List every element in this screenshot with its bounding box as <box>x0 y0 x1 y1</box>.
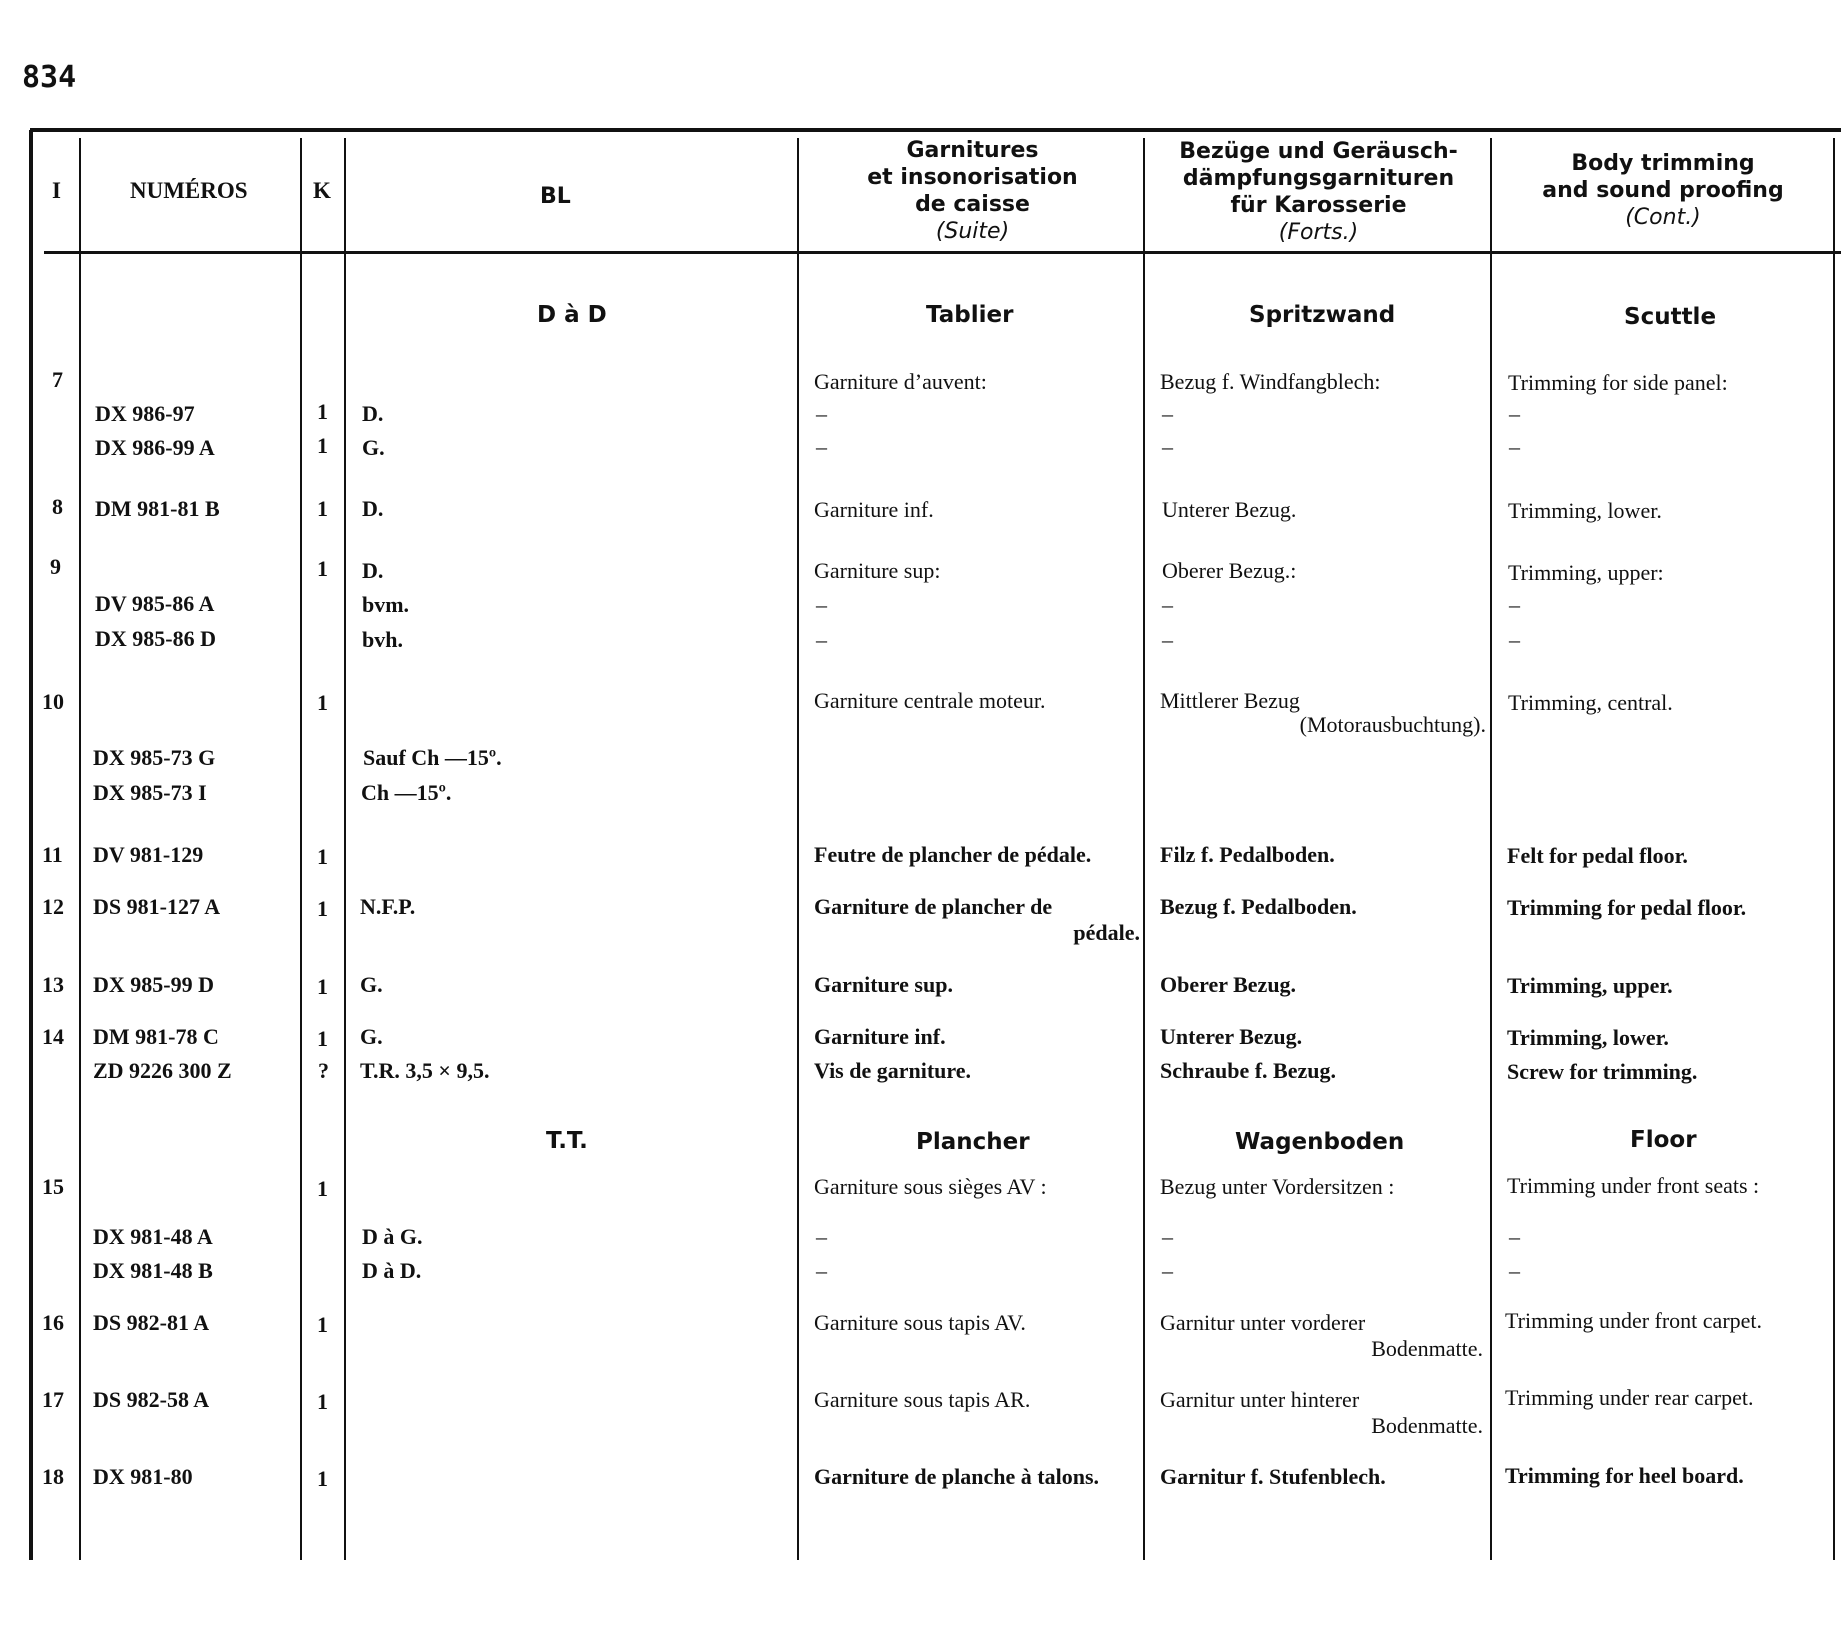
row-fr: Vis de garniture. <box>814 1058 972 1083</box>
section2-fr: Plancher <box>916 1129 1030 1155</box>
row-numeros: DX 985-99 D <box>93 972 214 997</box>
row-de: Bezug f. Pedalboden. <box>1160 894 1357 919</box>
row-en: Screw for trimming. <box>1507 1059 1698 1084</box>
row-bl: Ch —15º. <box>361 780 452 805</box>
row-de: Unterer Bezug. <box>1162 497 1297 522</box>
header-numeros: NUMÉROS <box>130 178 248 203</box>
row-fr: Garniture de plancher de <box>814 894 1053 919</box>
row-fr: Garniture sup: <box>814 558 941 583</box>
header-fr-line1: Garnitures <box>906 138 1039 163</box>
row-fr: Garniture sup. <box>814 972 953 997</box>
row-en: Trimming for pedal floor. <box>1507 895 1747 920</box>
header-de-line2: dämpfungsgarnituren <box>1182 166 1455 191</box>
row-en: – <box>1509 1224 1520 1249</box>
row-de: Bezug unter Vordersitzen : <box>1160 1174 1395 1199</box>
row-bl: N.F.P. <box>360 894 416 919</box>
row-bl: D. <box>362 558 384 583</box>
row-item: 16 <box>42 1310 64 1335</box>
row-de: Oberer Bezug.: <box>1162 558 1297 583</box>
row-de: Garnitur unter vorderer <box>1160 1310 1366 1335</box>
row-fr: Garniture de planche à talons. <box>814 1464 1100 1489</box>
row-bl: G. <box>362 435 385 460</box>
row-en: Trimming under rear carpet. <box>1505 1385 1754 1410</box>
row-numeros: DX 986-99 A <box>95 435 215 460</box>
row-en: Trimming, lower. <box>1507 1025 1669 1050</box>
row-de: Garnitur unter hinterer <box>1160 1387 1360 1412</box>
row-en: Trimming under front carpet. <box>1505 1308 1763 1333</box>
row-en: – <box>1509 592 1520 617</box>
col-line-numeros <box>300 138 302 1560</box>
row-item: 8 <box>52 494 63 519</box>
row-fr: Garniture sous tapis AV. <box>814 1310 1026 1335</box>
row-fr: Garniture d’auvent: <box>814 369 987 394</box>
header-bl: BL <box>540 184 571 209</box>
row-de: Mittlerer Bezug <box>1160 688 1300 713</box>
header-en-line2: and sound proofing <box>1542 178 1784 203</box>
row-item: 18 <box>42 1464 64 1489</box>
row-de: – <box>1162 627 1173 652</box>
row-de: Filz f. Pedalboden. <box>1160 842 1335 867</box>
row-bl: D. <box>362 401 384 426</box>
row-en: Trimming for heel board. <box>1505 1463 1744 1488</box>
row-numeros: DX 981-48 B <box>93 1258 213 1283</box>
row-numeros: DV 985-86 A <box>95 591 215 616</box>
row-fr: Feutre de plancher de pédale. <box>814 842 1092 867</box>
row-fr: – <box>816 434 827 459</box>
col-line-right <box>1833 138 1835 1560</box>
row-fr: – <box>816 627 827 652</box>
header-en-line1: Body trimming <box>1571 151 1755 176</box>
row-k: 1 <box>317 399 328 424</box>
row-numeros: DS 981-127 A <box>93 894 221 919</box>
row-en: – <box>1509 1258 1520 1283</box>
row-item: 15 <box>42 1174 64 1199</box>
row-k: 1 <box>317 896 328 921</box>
row-numeros: DM 981-78 C <box>93 1024 219 1049</box>
col-line-k <box>344 138 346 1560</box>
top-rule <box>30 128 1841 132</box>
row-item: 12 <box>42 894 64 919</box>
row-bl: D. <box>362 496 384 521</box>
row-bl: D à G. <box>362 1224 423 1249</box>
row-k: 1 <box>317 690 328 715</box>
row-en: – <box>1509 627 1520 652</box>
row-bl: bvh. <box>362 627 403 652</box>
header-en-line3: (Cont.) <box>1625 205 1701 230</box>
row-k: 1 <box>317 844 328 869</box>
row-item: 7 <box>52 367 63 392</box>
header-de-line3: für Karosserie <box>1230 193 1407 218</box>
row-de: – <box>1162 1224 1173 1249</box>
col-line-item <box>79 138 81 1560</box>
row-numeros: DX 981-48 A <box>93 1224 213 1249</box>
row-fr: Garniture sous sièges AV : <box>814 1174 1047 1199</box>
row-de-cont: Bodenmatte. <box>1371 1336 1483 1361</box>
row-de: Bezug f. Windfangblech: <box>1160 369 1381 394</box>
row-en: – <box>1509 401 1520 426</box>
header-fr-line2: et insonorisation <box>867 165 1078 190</box>
row-de: Schraube f. Bezug. <box>1160 1058 1336 1083</box>
row-k: 1 <box>317 1026 328 1051</box>
row-item: 17 <box>42 1387 64 1412</box>
row-fr: – <box>816 401 827 426</box>
row-item: 11 <box>42 842 63 867</box>
header-fr-line4: (Suite) <box>935 219 1010 244</box>
section2-de: Wagenboden <box>1235 1129 1405 1155</box>
header-de-line4: (Forts.) <box>1278 220 1359 245</box>
header-fr-line3: de caisse <box>915 192 1030 217</box>
row-en: Trimming, lower. <box>1508 498 1662 523</box>
row-fr: – <box>816 592 827 617</box>
section1-de: Spritzwand <box>1249 302 1396 328</box>
row-de: – <box>1162 401 1173 426</box>
row-numeros: DS 982-81 A <box>93 1310 210 1335</box>
row-numeros: DX 981-80 <box>93 1464 193 1489</box>
row-k: 1 <box>317 433 328 458</box>
header-fr <box>800 137 1145 245</box>
row-k: 1 <box>317 556 328 581</box>
row-k: ? <box>318 1058 329 1083</box>
row-fr-cont: pédale. <box>1073 920 1140 945</box>
header-k: K <box>313 178 331 203</box>
row-numeros: DX 985-73 I <box>93 780 207 805</box>
row-k: 1 <box>317 1176 328 1201</box>
row-fr: Garniture centrale moteur. <box>814 688 1046 713</box>
row-de: Garnitur f. Stufenblech. <box>1160 1464 1386 1489</box>
row-de: Oberer Bezug. <box>1160 972 1297 997</box>
row-fr: Garniture inf. <box>814 497 934 522</box>
row-numeros: DS 982-58 A <box>93 1387 210 1412</box>
col-line-de <box>1490 138 1492 1560</box>
section2-en: Floor <box>1630 1127 1697 1153</box>
col-line-fr <box>1143 138 1145 1560</box>
row-k: 1 <box>317 1389 328 1414</box>
row-bl: G. <box>360 972 383 997</box>
header-en <box>1493 150 1833 231</box>
row-en: – <box>1509 434 1520 459</box>
row-k: 1 <box>317 1466 328 1491</box>
row-en: Felt for pedal floor. <box>1507 843 1688 868</box>
row-bl: bvm. <box>362 592 410 617</box>
row-en: Trimming, upper. <box>1507 973 1673 998</box>
row-de: – <box>1162 1258 1173 1283</box>
row-bl: D à D. <box>362 1258 422 1283</box>
row-de-cont: (Motorausbuchtung). <box>1299 712 1486 737</box>
row-numeros: DX 985-73 G <box>93 745 216 770</box>
row-item: 13 <box>42 972 64 997</box>
row-k: 1 <box>317 496 328 521</box>
row-de: Unterer Bezug. <box>1160 1024 1303 1049</box>
row-en: Trimming under front seats : <box>1507 1173 1760 1198</box>
row-k: 1 <box>317 1312 328 1337</box>
row-k: 1 <box>317 974 328 999</box>
row-de-cont: Bodenmatte. <box>1371 1413 1483 1438</box>
row-numeros: DX 986-97 <box>95 401 195 426</box>
row-numeros: ZD 9226 300 Z <box>93 1058 232 1083</box>
row-numeros: DX 985-86 D <box>95 626 216 651</box>
section1-bl: D à D <box>537 302 607 328</box>
section2-bl: T.T. <box>546 1128 588 1154</box>
header-rule <box>44 251 1841 254</box>
row-en: Trimming for side panel: <box>1508 370 1728 395</box>
section1-fr: Tablier <box>926 302 1014 328</box>
row-fr: – <box>816 1224 827 1249</box>
row-bl: Sauf Ch —15º. <box>363 745 502 770</box>
row-numeros: DM 981-81 B <box>95 496 220 521</box>
section1-en: Scuttle <box>1624 304 1717 330</box>
col-line-left <box>29 130 33 1560</box>
row-bl: G. <box>360 1024 383 1049</box>
row-en: Trimming, upper: <box>1508 560 1664 585</box>
col-line-bl <box>797 138 799 1560</box>
row-numeros: DV 981-129 <box>93 842 204 867</box>
row-de: – <box>1162 434 1173 459</box>
row-en: Trimming, central. <box>1508 690 1673 715</box>
row-de: – <box>1162 592 1173 617</box>
row-fr: Garniture sous tapis AR. <box>814 1387 1031 1412</box>
header-item: I <box>52 178 61 203</box>
row-item: 10 <box>42 689 64 714</box>
header-de-line1: Bezüge und Geräusch- <box>1179 139 1458 164</box>
row-item: 9 <box>50 554 61 579</box>
page-number: 834 <box>22 60 77 95</box>
header-de <box>1146 138 1491 246</box>
row-fr: Garniture inf. <box>814 1024 946 1049</box>
row-bl: T.R. 3,5 × 9,5. <box>360 1058 490 1083</box>
row-item: 14 <box>42 1024 64 1049</box>
row-fr: – <box>816 1258 827 1283</box>
